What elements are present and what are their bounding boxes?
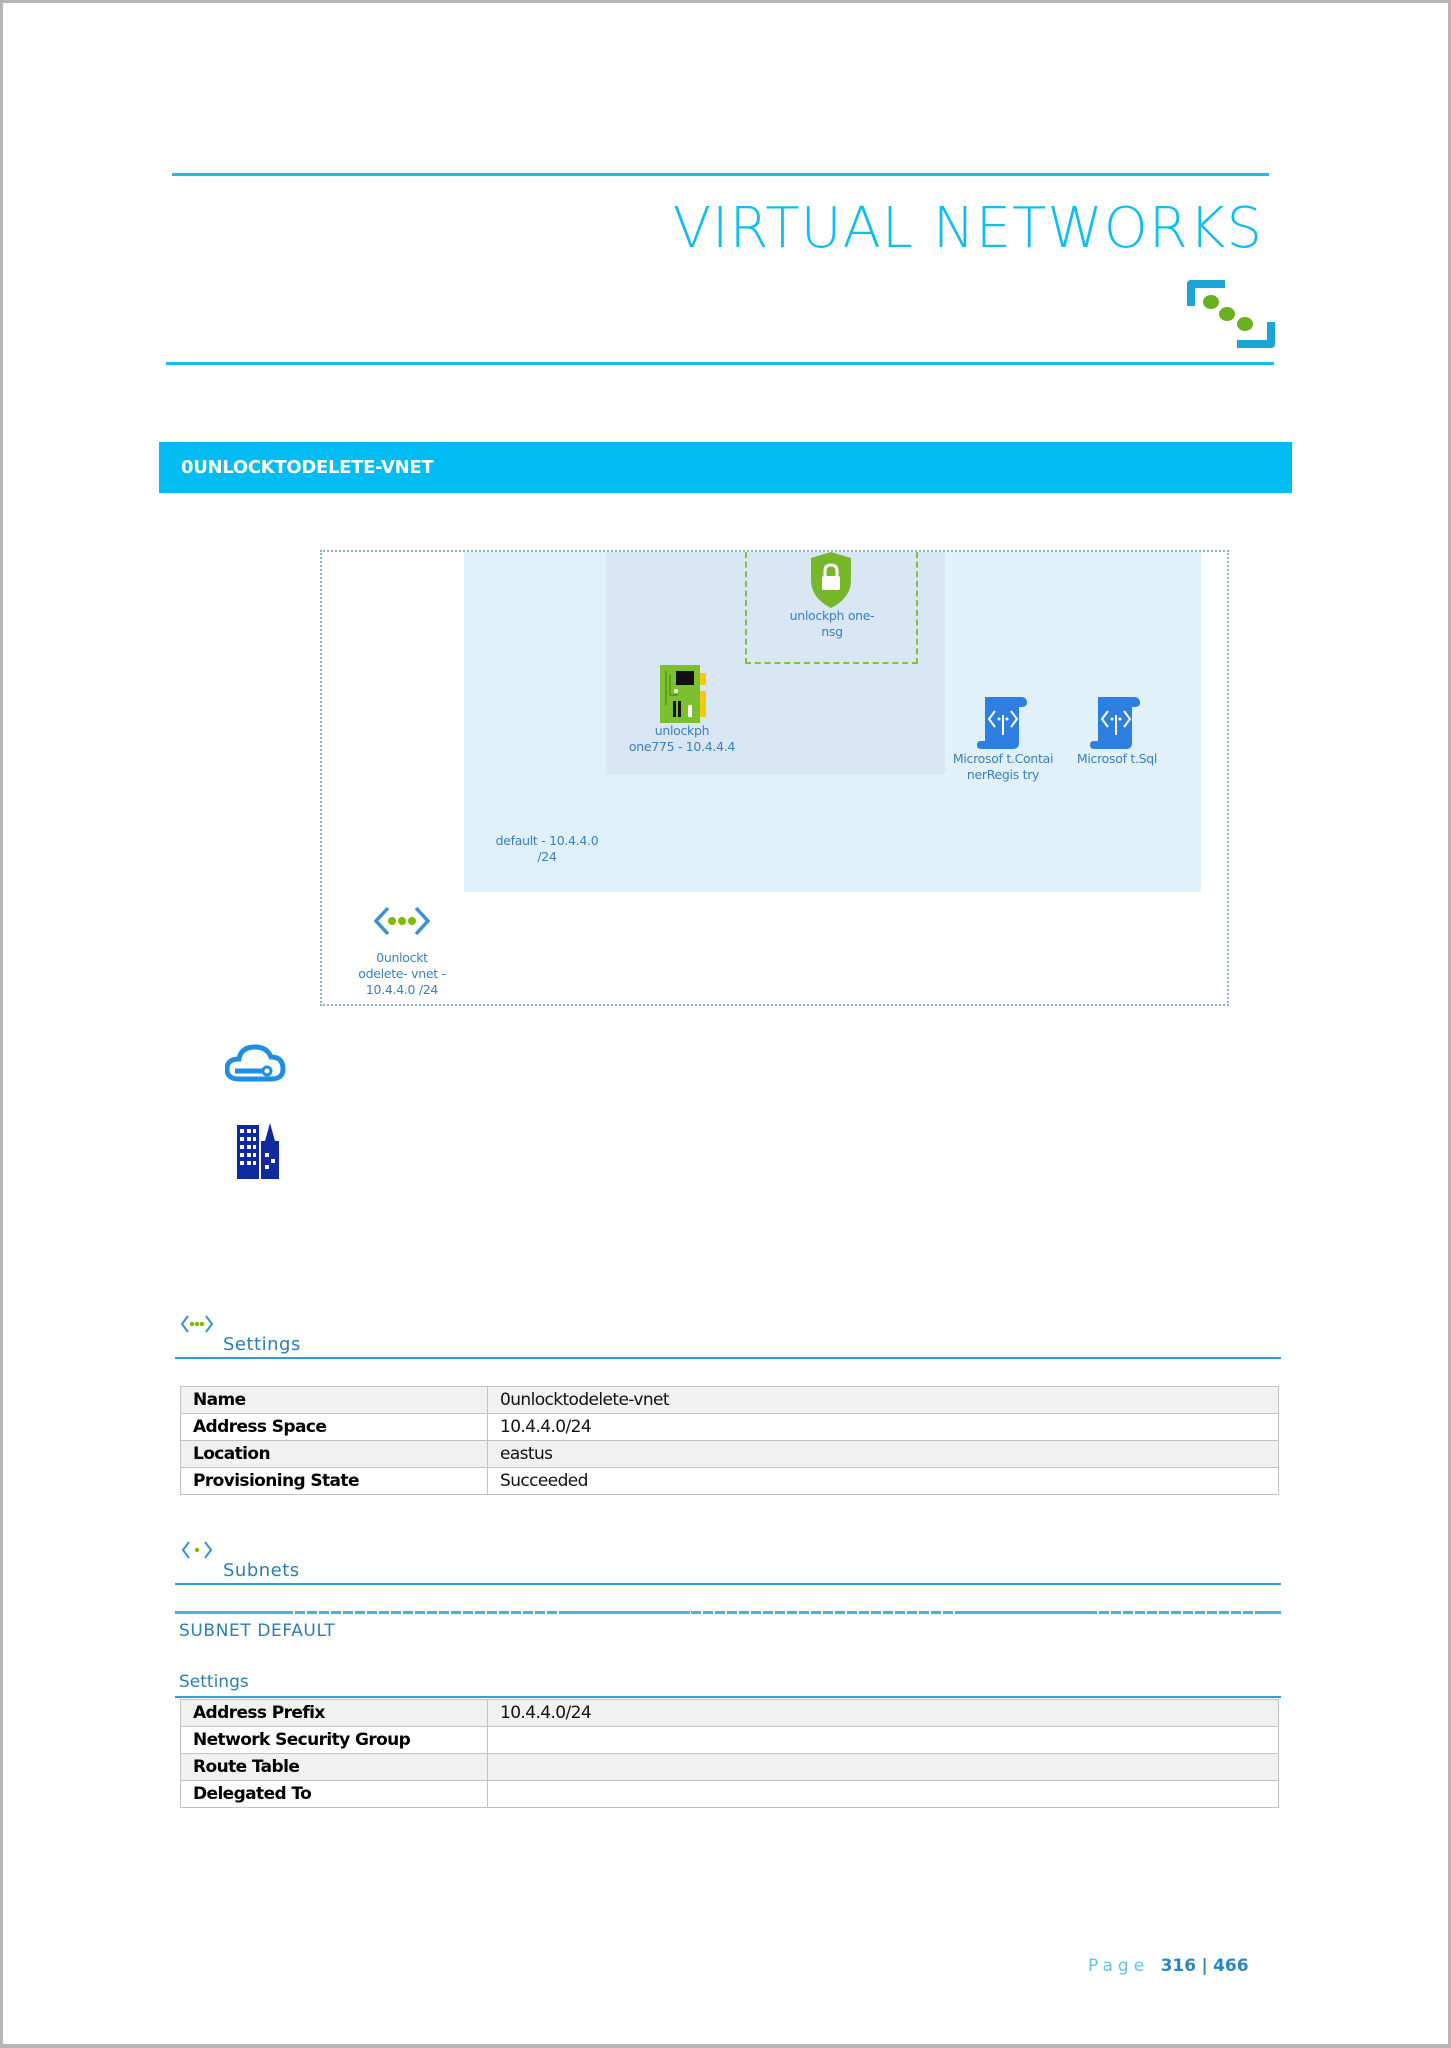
- nic-label: unlockph one775 - 10.4.4.4: [628, 723, 736, 754]
- settings-heading: Settings: [175, 1313, 1281, 1359]
- table-row: Provisioning State Succeeded: [181, 1468, 1279, 1495]
- endpoint-container-registry-label: Microsof t.Contai nerRegis try: [952, 751, 1054, 782]
- endpoint-sql-label: Microsof t.Sql: [1076, 751, 1158, 766]
- header-top-rule: [172, 173, 1269, 176]
- total-pages: 466: [1213, 1956, 1249, 1976]
- azure-cloud-icon: [225, 1041, 287, 1085]
- subnet-settings-label: Settings: [179, 1672, 249, 1692]
- subnets-heading: Subnets: [175, 1539, 1281, 1585]
- page-footer: [1088, 1956, 1249, 1976]
- page-word: Page: [1088, 1956, 1150, 1976]
- table-row: Address Space 10.4.4.0/24: [181, 1414, 1279, 1441]
- network-diagram: [320, 550, 1229, 1006]
- header-bottom-rule: [166, 362, 1274, 365]
- page-separator: |: [1201, 1956, 1208, 1976]
- nsg-label: unlockph one- nsg: [789, 608, 875, 639]
- table-row: Delegated To: [181, 1781, 1279, 1808]
- table-row: Location eastus: [181, 1441, 1279, 1468]
- vnet-settings-table: [180, 1386, 1279, 1495]
- page-number: 316: [1160, 1956, 1197, 1976]
- subnet-default-title: SUBNET DEFAULT: [179, 1621, 336, 1641]
- subnet-settings-table: [180, 1699, 1279, 1808]
- table-row: Route Table: [181, 1754, 1279, 1781]
- service-endpoint-sql-icon: [1090, 695, 1142, 751]
- page-title: VIRTUAL NETWORKS: [672, 196, 1263, 261]
- table-row: Name 0unlocktodelete-vnet: [181, 1387, 1279, 1414]
- network-interface-card-icon: [660, 665, 708, 723]
- subnet-icon: [179, 1539, 215, 1566]
- nsg-shield-lock-icon: [809, 552, 853, 608]
- subnet-settings-rule: [175, 1696, 1281, 1698]
- table-row: Network Security Group: [181, 1727, 1279, 1754]
- service-endpoint-container-registry-icon: [977, 695, 1029, 751]
- section-banner: 0UNLOCKTODELETE-VNET: [159, 442, 1292, 493]
- vnet-label: 0unlockt odelete- vnet - 10.4.4.0 /24: [358, 950, 446, 997]
- table-row: Address Prefix 10.4.4.0/24: [181, 1700, 1279, 1727]
- document-page: [3, 3, 1448, 2044]
- subnet-default-label: default - 10.4.4.0 /24: [495, 833, 599, 864]
- vnet-settings-icon: [179, 1313, 215, 1340]
- subnet-divider: [175, 1611, 1281, 1614]
- vnet-icon: [372, 904, 432, 938]
- virtual-networks-icon: [1183, 278, 1279, 350]
- on-premises-buildings-icon: [237, 1119, 279, 1179]
